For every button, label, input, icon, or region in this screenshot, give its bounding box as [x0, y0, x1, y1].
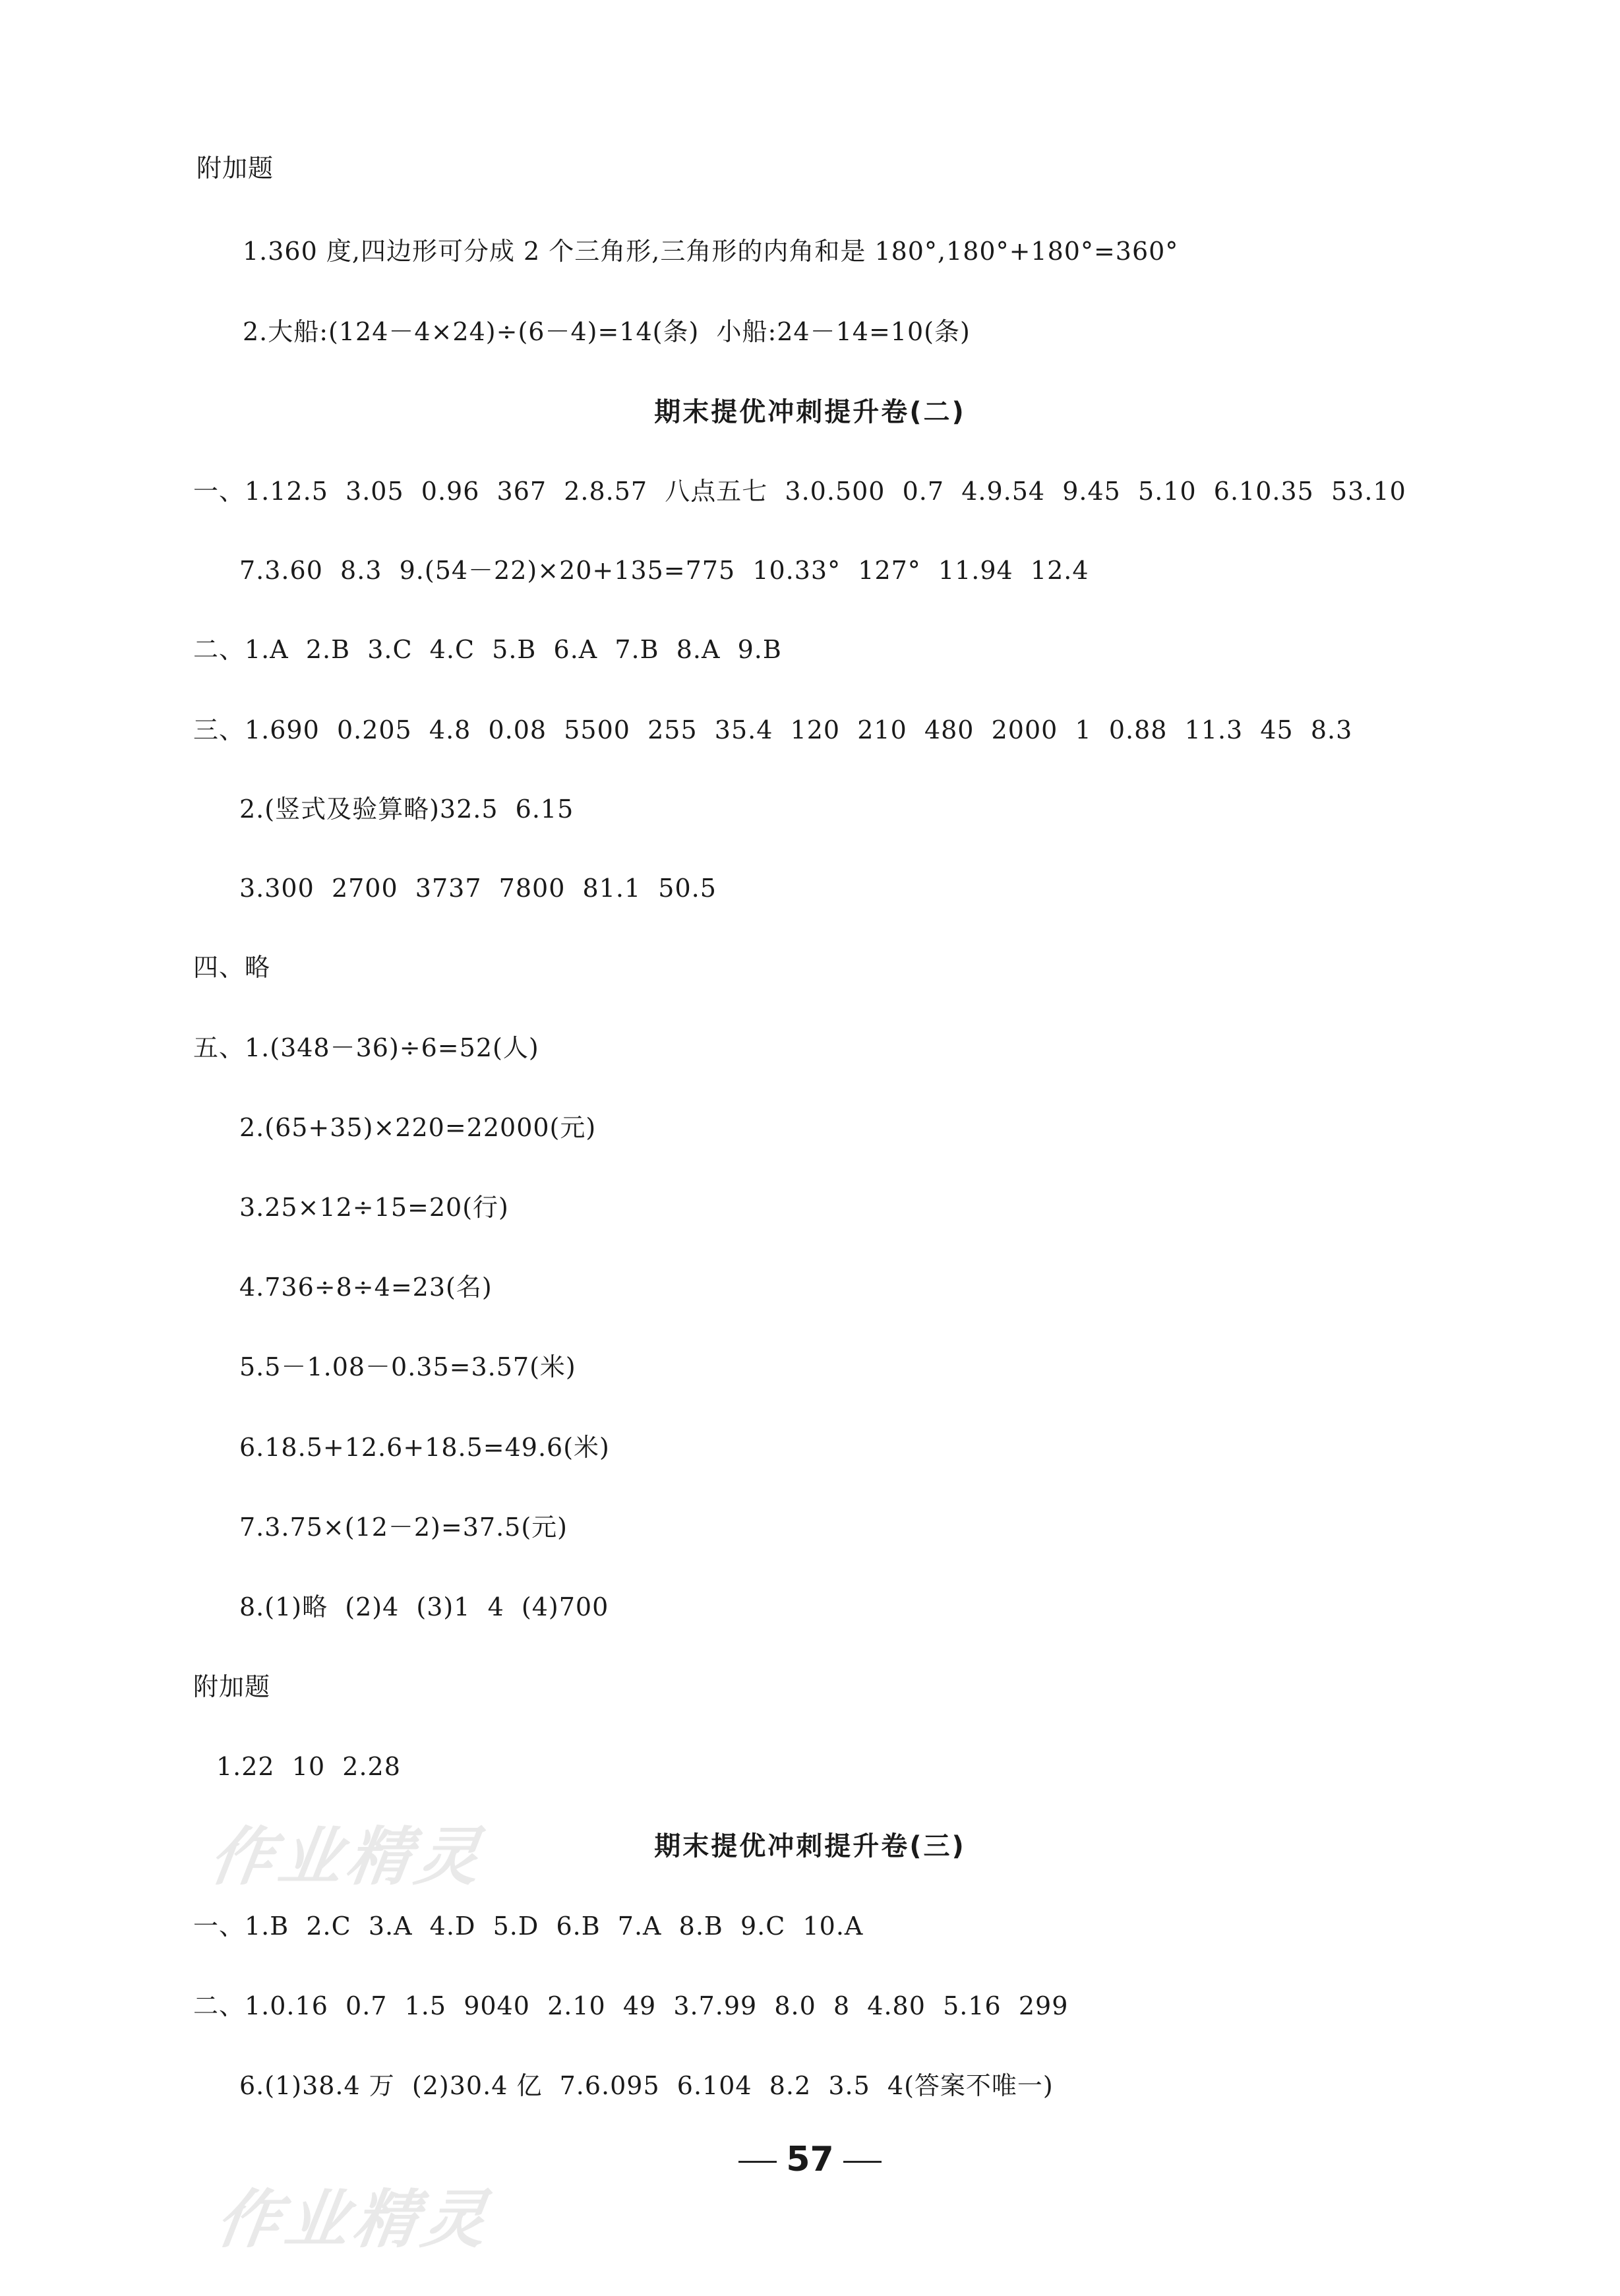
bonus-heading-2: 附加题 — [193, 1672, 271, 1701]
page-number-value: 57 — [786, 2140, 834, 2179]
exam-2-section-3-line-3: 3.300 2700 3737 7800 81.1 50.5 — [239, 874, 717, 903]
exam-2-section-5-line-1: 五、1.(348－36)÷6=52(人) — [193, 1033, 539, 1062]
exam-2-section-4: 四、略 — [193, 953, 271, 982]
exam-2-section-5-line-5: 5.5－1.08－0.35=3.57(米) — [239, 1352, 576, 1381]
watermark-logo-top: 作业精灵 — [205, 1820, 490, 1894]
exam-2-section-5-line-8: 8.(1)略 (2)4 (3)1 4 (4)700 — [239, 1592, 609, 1621]
exam-2-section-3-line-2: 2.(竖式及验算略)32.5 6.15 — [239, 795, 574, 824]
bonus-answer-1: 1.360 度,四边形可分成 2 个三角形,三角形的内角和是 180°,180°+180°=360° — [243, 237, 1179, 266]
exam-2-section-5-line-3: 3.25×12÷15=20(行) — [239, 1193, 509, 1222]
exam-2-section-1-line-1: 一、1.12.5 3.05 0.96 367 2.8.57 八点五七 3.0.500 0.7 4.9.54 9.45 5.10 6.10.35 53.10 — [193, 477, 1406, 506]
exam-2-title: 期末提优冲刺提升卷(二) — [654, 397, 966, 427]
dash-left — [738, 2161, 777, 2163]
dash-right — [843, 2161, 882, 2163]
exam-2-section-5-line-7: 7.3.75×(12－2)=37.5(元) — [239, 1513, 568, 1542]
bonus-heading-1: 附加题 — [196, 154, 274, 183]
exam-2-section-5-line-6: 6.18.5+12.6+18.5=49.6(米) — [239, 1433, 610, 1462]
exam-3-section-1: 一、1.B 2.C 3.A 4.D 5.D 6.B 7.A 8.B 9.C 10.A — [193, 1912, 864, 1941]
exam-3-title: 期末提优冲刺提升卷(三) — [654, 1831, 966, 1861]
exam-2-section-3-line-1: 三、1.690 0.205 4.8 0.08 5500 255 35.4 120 210 480 2000 1 0.88 11.3 45 8.3 — [193, 715, 1353, 744]
exam-2-section-2: 二、1.A 2.B 3.C 4.C 5.B 6.A 7.B 8.A 9.B — [193, 635, 782, 664]
exam-2-section-5-line-2: 2.(65+35)×220=22000(元) — [239, 1113, 597, 1142]
bonus-answer-2: 2.大船:(124－4×24)÷(6－4)=14(条) 小船:24－14=10(条) — [243, 317, 971, 346]
watermark-logo-bottom: 作业精灵 — [212, 2183, 496, 2256]
exam-2-section-1-line-2: 7.3.60 8.3 9.(54－22)×20+135=775 10.33° 127° 11.94 12.4 — [239, 556, 1089, 585]
bonus-answer-3: 1.22 10 2.28 — [216, 1752, 401, 1781]
exam-2-section-5-line-4: 4.736÷8÷4=23(名) — [239, 1273, 493, 1302]
exam-3-section-2-line-2: 6.(1)38.4 万 (2)30.4 亿 7.6.095 6.104 8.2 3.5 4(答案不唯一) — [239, 2071, 1054, 2100]
exam-3-section-2-line-1: 二、1.0.16 0.7 1.5 9040 2.10 49 3.7.99 8.0 8 4.80 5.16 299 — [193, 1991, 1069, 2020]
